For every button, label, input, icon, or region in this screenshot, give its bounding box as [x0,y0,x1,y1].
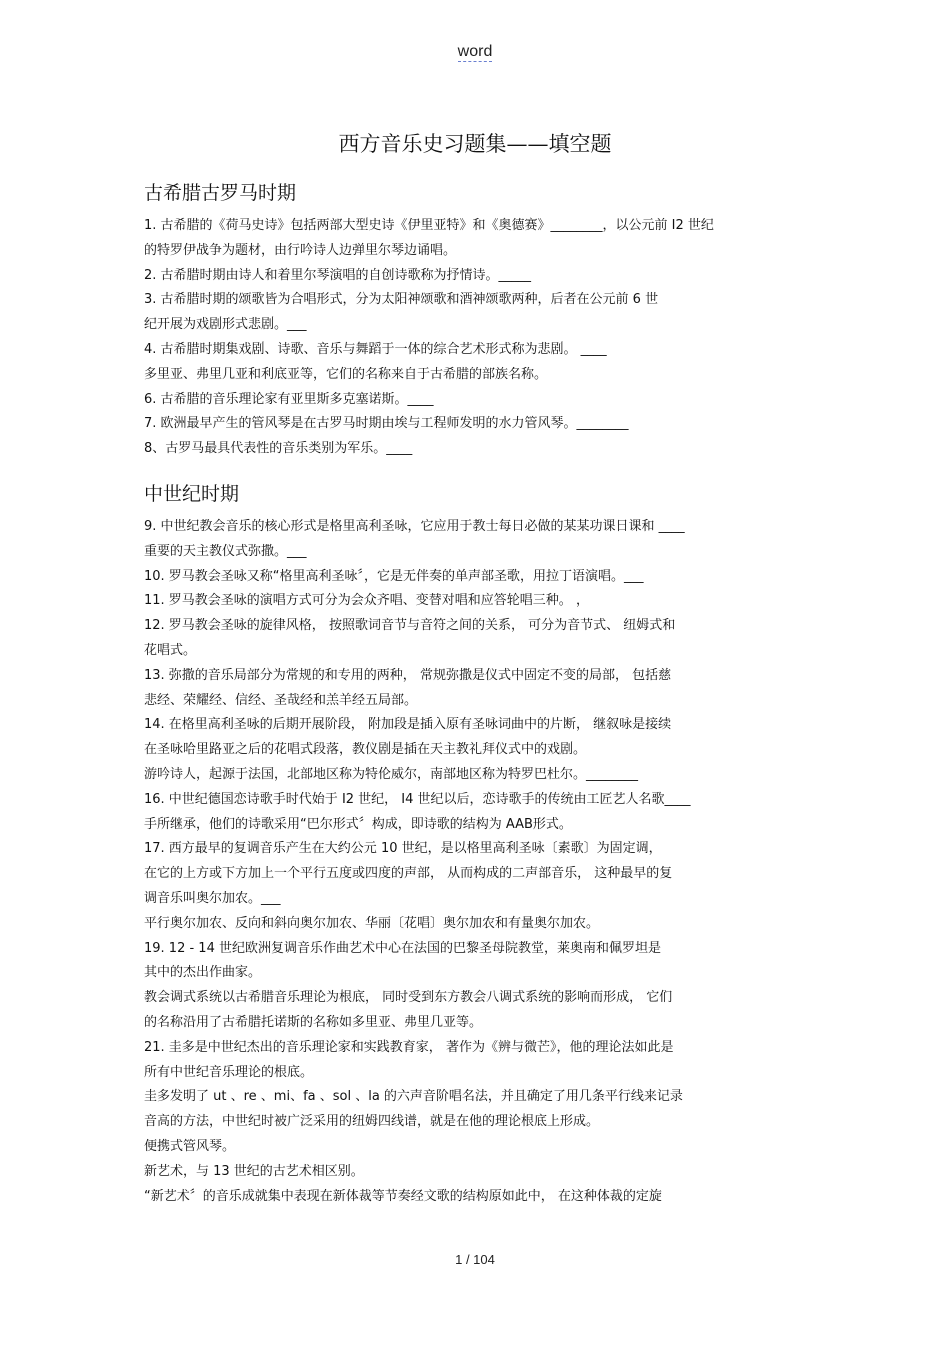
text-line: 游吟诗人，起源于法国，北部地区称为特伦威尔，南部地区称为特罗巴杜尔。________ [144,766,639,782]
text-line: 音高的方法，中世纪时被广泛采用的纽姆四线谱，就是在他的理论根底上形成。 [144,1114,600,1130]
text-line: 2. 古希腊时期由诗人和着里尔琴演唱的自创诗歌称为抒情诗。_____ [144,267,532,283]
text-line: 16. 中世纪德国恋诗歌手时代始于 I2 世纪， I4 世纪以后，恋诗歌手的传统由工匠艺人名歌____ [144,791,691,807]
text-line: 纪开展为戏剧形式悲剧。___ [144,317,307,333]
section-heading-ancient: 古希腊古罗马时期 [144,182,297,204]
section-heading-medieval: 中世纪时期 [144,483,240,505]
text-line: 手所继承，他们的诗歌采用“巴尔形式〞构成，即诗歌的结构为 AAB形式。 [144,816,572,832]
text-line: 3. 古希腊时期的颂歌皆为合唱形式，分为太阳神颂歌和酒神颂歌两种，后者在公元前 6 世 [144,292,659,308]
text-line: 17. 西方最早的复调音乐产生在大约公元 10 世纪，是以格里高利圣咏〔素歌〕为固定调， [144,841,662,857]
text-line: “新艺术〞的音乐成就集中表现在新体裁等节奏经文歌的结构原如此中， 在这种体裁的定旋 [144,1188,662,1204]
text-line: 其中的杰出作曲家。 [144,965,262,981]
text-line: 调音乐叫奥尔加农。___ [144,890,281,906]
page-footer [0,1252,950,1267]
text-line: 的名称沿用了古希腊托诺斯的名称如多里亚、弗里几亚等。 [144,1014,483,1030]
text-line: 13. 弥撒的音乐局部分为常规的和专用的两种， 常规弥撒是仪式中固定不变的局部， 包括慈 [144,667,672,683]
text-line: 重要的天主教仪式弥撒。___ [144,543,307,559]
text-line: 4. 古希腊时期集戏剧、诗歌、音乐与舞蹈于一体的综合艺术形式称为悲剧。 ____ [144,341,607,357]
text-line: 10. 罗马教会圣咏又称“格里高利圣咏〞，它是无伴奏的单声部圣歌，用拉丁语演唱。___ [144,568,644,584]
text-line: 19. 12 - 14 世纪欧洲复调音乐作曲艺术中心在法国的巴黎圣母院教堂，莱奥南和佩罗坦是 [144,940,661,956]
text-line: 圭多发明了 ut 、re 、mi、fa 、sol 、la 的六声音阶唱名法，并且确定了用几条平行线来记录 [144,1089,683,1105]
page-number: 1 / 104 [455,1252,495,1267]
text-line: 的特罗伊战争为题材，由行吟诗人边弹里尔琴边诵唱。 [144,242,457,258]
text-line: 多里亚、弗里几亚和利底亚等，它们的名称来自于古希腊的部族名称。 [144,366,548,382]
section-body-medieval [144,515,808,1209]
document-title: 西方音乐史习题集——填空题 [338,132,612,156]
text-line: 1. 古希腊的《荷马史诗》包括两部大型史诗《伊里亚特》和《奥德赛》________，以公元前 I2 世纪 [144,218,714,233]
text-line: 教会调式系统以古希腊音乐理论为根底， 同时受到东方教会八调式系统的影响而形成， 它们 [144,990,673,1006]
text-line: 9. 中世纪教会音乐的核心形式是格里高利圣咏，它应用于教士每日必做的某某功课日课和 ____ [144,519,685,534]
text-line: 在它的上方或下方加上一个平行五度或四度的声部， 从而构成的二声部音乐， 这种最早的复 [144,866,673,882]
text-line: 21. 圭多是中世纪杰出的音乐理论家和实践教育家， 著作为《辨与微芒》，他的理论法如此是 [144,1039,674,1055]
text-line: 便携式管风琴。 [144,1138,236,1154]
text-line: 11. 罗马教会圣咏的演唱方式可分为会众齐唱、变替对唱和应答轮唱三种。 ， [144,593,589,609]
text-line: 在圣咏哈里路亚之后的花唱式段落，教仪剧是插在天主教礼拜仪式中的戏剧。 [144,742,587,758]
text-line: 6. 古希腊的音乐理论家有亚里斯多克塞诺斯。____ [144,391,434,407]
text-line: 新艺术，与 13 世纪的古艺术相区别。 [144,1163,364,1179]
header-label: word [457,43,493,60]
text-line: 7. 欧洲最早产生的管风琴是在古罗马时期由埃与工程师发明的水力管风琴。________ [144,416,629,432]
text-line: 所有中世纪音乐理论的根底。 [144,1064,314,1080]
section-body-ancient [144,214,808,462]
page-header [0,43,950,61]
text-line: 8、古罗马最具代表性的音乐类别为军乐。____ [144,441,413,457]
text-line: 悲经、荣耀经、信经、圣哉经和羔羊经五局部。 [144,692,418,708]
text-line: 14. 在格里高利圣咏的后期开展阶段， 附加段是插入原有圣咏词曲中的片断， 继叙咏是接续 [144,717,672,733]
text-line: 12. 罗马教会圣咏的旋律风格， 按照歌词音节与音符之间的关系， 可分为音节式、 纽姆式和 [144,618,676,634]
text-line: 花唱式。 [144,642,197,658]
text-line: 平行奥尔加农、反向和斜向奥尔加农、华丽〔花唱〕奥尔加农和有量奥尔加农。 [144,915,600,931]
